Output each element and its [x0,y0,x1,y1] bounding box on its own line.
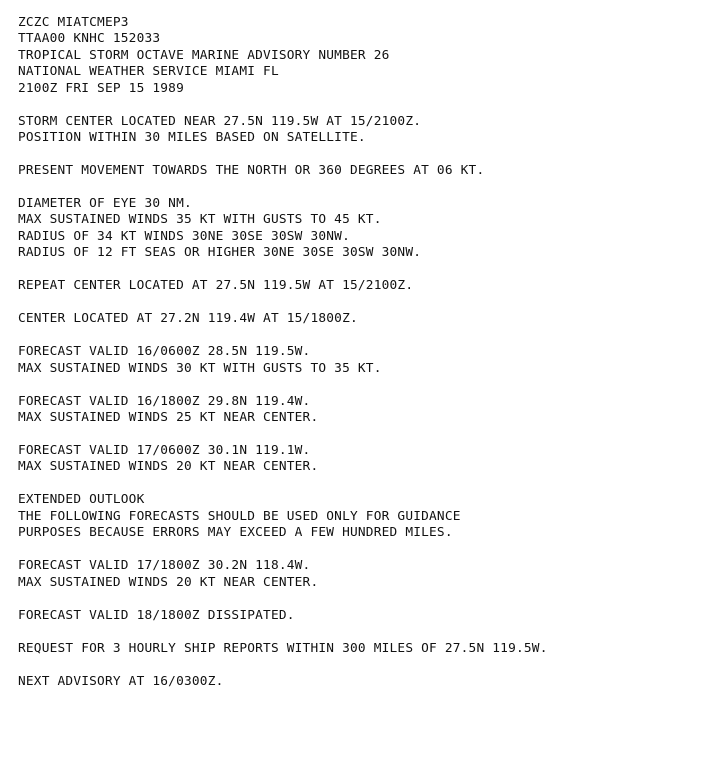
forecast-block-3 [18,443,718,476]
product-identifier: TTAA00 KNHC 152033 [18,31,161,47]
movement-block [18,163,718,179]
ship-reports-line: REQUEST FOR 3 HOURLY SHIP REPORTS WITHIN 300 MILES OF 27.5N 119.5W. [18,640,548,656]
header-block [18,15,718,97]
position-accuracy-line: POSITION WITHIN 30 MILES BASED ON SATELLITE. [18,130,366,146]
advisory-document [18,15,718,707]
forecast-winds-line: MAX SUSTAINED WINDS 25 KT NEAR CENTER. [18,410,319,426]
forecast-valid-line: FORECAST VALID 16/1800Z 29.8N 119.4W. [18,393,311,409]
transmission-code: ZCZC MIATCMEP3 [18,15,129,30]
extended-outlook-heading: EXTENDED OUTLOOK [18,492,145,508]
forecast-dissipated-line: FORECAST VALID 18/1800Z DISSIPATED. [18,607,295,623]
prior-center-line: CENTER LOCATED AT 27.2N 119.4W AT 15/1800Z. [18,311,358,327]
wind-radius-line: RADIUS OF 34 KT WINDS 30NE 30SE 30SW 30NW. [18,228,350,244]
storm-center-block [18,114,718,147]
advisory-title: TROPICAL STORM OCTAVE MARINE ADVISORY NUMBER 26 [18,47,390,63]
seas-radius-line: RADIUS OF 12 FT SEAS OR HIGHER 30NE 30SE 30SW 30NW. [18,245,422,261]
forecast-winds-line: MAX SUSTAINED WINDS 20 KT NEAR CENTER. [18,459,319,475]
repeat-center-block [18,278,718,294]
storm-center-line: STORM CENTER LOCATED NEAR 27.5N 119.5W AT 15/2100Z. [18,113,422,129]
extended-outlook-block [18,492,718,541]
eye-winds-block [18,196,718,262]
forecast-block-2 [18,394,718,427]
forecast-block-4 [18,558,718,591]
repeat-center-line: REPEAT CENTER LOCATED AT 27.5N 119.5W AT 15/2100Z. [18,278,414,294]
prior-center-block [18,311,718,327]
eye-diameter-line: DIAMETER OF EYE 30 NM. [18,196,192,212]
issuing-office: NATIONAL WEATHER SERVICE MIAMI FL [18,64,279,80]
forecast-block-1 [18,344,718,377]
movement-line: PRESENT MOVEMENT TOWARDS THE NORTH OR 360 DEGREES AT 06 KT. [18,163,485,179]
ship-reports-block [18,641,718,657]
extended-outlook-text: THE FOLLOWING FORECASTS SHOULD BE USED ONLY FOR GUIDANCE [18,508,461,524]
forecast-valid-line: FORECAST VALID 17/0600Z 30.1N 119.1W. [18,443,311,459]
forecast-valid-line: FORECAST VALID 17/1800Z 30.2N 118.4W. [18,558,311,574]
next-advisory-line: NEXT ADVISORY AT 16/0300Z. [18,673,224,689]
forecast-winds-line: MAX SUSTAINED WINDS 20 KT NEAR CENTER. [18,574,319,590]
forecast-block-5 [18,608,718,624]
forecast-valid-line: FORECAST VALID 16/0600Z 28.5N 119.5W. [18,344,311,360]
forecast-winds-line: MAX SUSTAINED WINDS 30 KT WITH GUSTS TO 35 KT. [18,360,382,376]
issue-time: 2100Z FRI SEP 15 1989 [18,80,184,96]
max-winds-line: MAX SUSTAINED WINDS 35 KT WITH GUSTS TO 45 KT. [18,212,382,228]
extended-outlook-text: PURPOSES BECAUSE ERRORS MAY EXCEED A FEW HUNDRED MILES. [18,525,453,541]
next-advisory-block [18,674,718,690]
